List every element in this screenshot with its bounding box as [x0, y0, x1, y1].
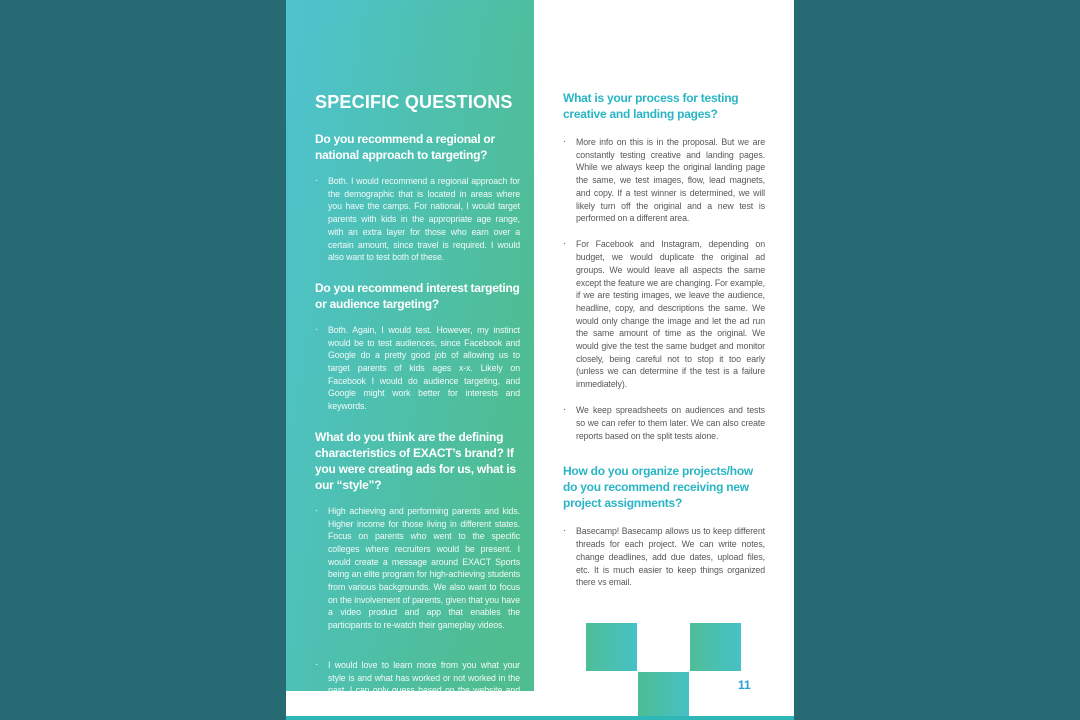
list-item: [563, 525, 765, 589]
answer-paragraph: More info on this is in the proposal. But we are constantly testing creative and landing pages. While we always keep the original landing page the same, we test images, flow, lead magnets, and copy. If a test winner is determined, we will likely turn off the original and a new test is performed on a different area.: [576, 137, 765, 224]
answer-paragraph: Basecamp! Basecamp allows us to keep different threads for each project. We can write notes, change deadlines, add due dates, upload files, etc. It is much easier to keep things organized there vs email.: [576, 526, 765, 588]
question-heading-brand-style: What do you think are the defining characteristics of EXACT’s brand? If you were creating ads for us, what is our “style”?: [315, 429, 516, 492]
document-page: [286, 0, 794, 720]
question-heading-regional-national: Do you recommend a regional or national approach to targeting?: [315, 132, 495, 162]
list-item: [563, 238, 765, 390]
bullet-dot: ·: [563, 525, 567, 537]
answer-paragraph: High achieving and performing parents and kids. Higher income for those living in different states. Focus on parents who went to the specific colleges where recruiters would be present. I would create a message around EXACT Sports being an elite program for high-achieving students from various backgrounds. We also want to focus on the involvement of parents, given that you have a video product and app that enables the participants to re-watch their gameplay videos.: [328, 505, 520, 631]
right-text-column: [563, 0, 765, 602]
answer-paragraph: Both. Again, I would test. However, my instinct would be to test audiences, since Facebook and Google do a pretty good job of allowing us to target parents of kids ages x-x. Likely on Facebook I would do audience targeting, and Google might work better for interests and keywords.: [328, 324, 520, 412]
list-item: [563, 404, 765, 442]
bullet-dot: ·: [315, 658, 319, 670]
list-item: [315, 175, 520, 264]
page-number: 11: [738, 678, 751, 692]
decorative-square: [638, 672, 689, 716]
list-item: [315, 324, 520, 413]
answer-paragraph: We keep spreadsheets on audiences and tests so we can refer to them later. We can also create reports based on the split tests alone.: [576, 405, 765, 441]
decorative-square: [690, 623, 741, 671]
left-gradient-panel: [286, 0, 534, 708]
question-heading-testing-process: What is your process for testing creative and landing pages?: [563, 91, 739, 121]
bullet-dot: ·: [563, 404, 567, 416]
page-title: SPECIFIC QUESTIONS: [315, 92, 513, 112]
question-heading-interest-audience: Do you recommend interest targeting or audience targeting?: [315, 280, 520, 311]
bottom-accent-bar: [286, 716, 794, 720]
list-item: [315, 659, 520, 710]
decorative-square: [586, 623, 637, 671]
bullet-dot: ·: [315, 175, 319, 186]
list-item: [563, 136, 765, 225]
question-heading-organize-projects: How do you organize projects/how do you recommend receiving new project assignments?: [563, 464, 754, 511]
bullet-dot: ·: [315, 323, 319, 335]
list-item: [315, 505, 520, 632]
answer-paragraph: For Facebook and Instagram, depending on budget, we would duplicate the original ad groups. We would leave all aspects the same except the feature we are changing. For example, if we are testing images, we leave the audience, headline, copy, and descriptions the same. We would only change the image and let the ad run the same amount of time as the original. We would give the test the same budget and monitor closely, being careful not to stop it too early (unless we can determine if the test is a failure immediately).: [576, 239, 765, 390]
bullet-dot: ·: [563, 238, 567, 250]
bullet-dot: ·: [563, 136, 567, 147]
answer-paragraph: I would love to learn more from you what your style is and what has worked or not worked in the past. I can only guess based on the website and small social media presence.: [328, 659, 520, 708]
answer-paragraph: Both. I would recommend a regional approach for the demographic that is located in areas where you have the camps. For national, I would target parents with kids in the appropriate age range, with an extra layer for those who earn over a certain amount, since travel is required. I would also want to test both of these.: [328, 176, 520, 263]
bullet-dot: ·: [315, 504, 319, 516]
